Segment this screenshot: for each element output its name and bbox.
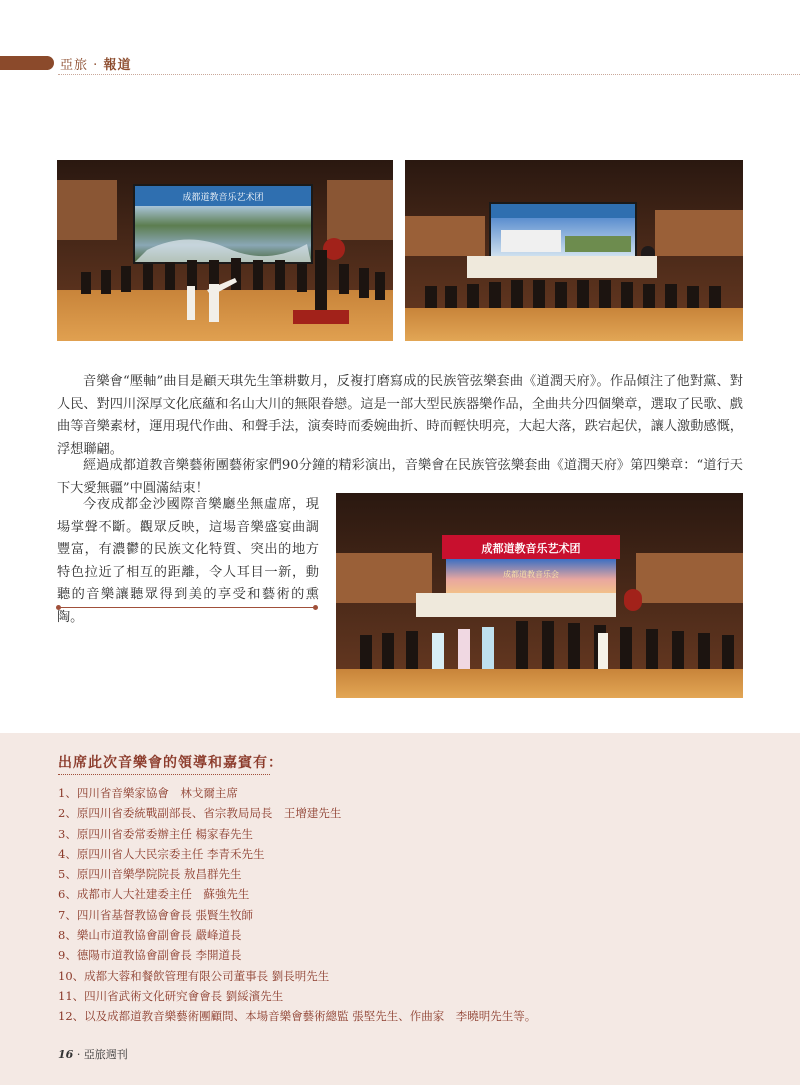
photo3-screen-text: 成都道教音乐会 bbox=[503, 570, 559, 579]
header-accent-cap bbox=[40, 56, 54, 70]
article-paragraph-2: 經過成都道教音樂藝術團藝術家們90分鐘的精彩演出，音樂會在民族管弦樂套曲《道潤天府》第四樂章：“道行天下大愛無疆”中圓滿結束！ bbox=[57, 458, 743, 496]
header-column: 報道 bbox=[103, 58, 132, 73]
guest-list bbox=[58, 783, 758, 1027]
header-section: 亞旅 bbox=[60, 58, 89, 73]
concert-photo-finale bbox=[336, 493, 743, 698]
guest-list-item: 1、四川省音樂家協會 林戈爾主席 bbox=[58, 786, 238, 800]
publication-name: 亞旅週刊 bbox=[83, 1048, 128, 1061]
guest-title-underline bbox=[58, 774, 270, 775]
page-number: 16 bbox=[58, 1048, 74, 1061]
photo1-screen-text: 成都道教音乐艺术团 bbox=[182, 193, 264, 203]
guest-list-item: 2、原四川省委統戰副部長、省宗教局局長 王增建先生 bbox=[58, 806, 342, 821]
header-section-label bbox=[60, 54, 131, 73]
section-divider bbox=[59, 607, 315, 608]
guest-list-title: 出席此次音樂會的領導和嘉賓有： bbox=[58, 755, 283, 771]
guest-list-item: 4、原四川省人大民宗委主任 李青禾先生 bbox=[58, 846, 265, 861]
article-paragraph-1: 音樂會“壓軸”曲目是顧天琪先生筆耕數月，反複打磨寫成的民族管弦樂套曲《道潤天府》。作品傾注了他對黨、對人民、對四川深厚文化底蘊和名山大川的無限眷戀。這是一部大型民族器樂作品，全曲共分四個樂章，選取了民歌、戲曲等音樂素材，運用現代作曲、和聲手法，演奏時而委婉曲折、時而輕快明亮，大起大落，跌宕起伏，讓人激動感慨，浮想聯翩。 bbox=[57, 374, 743, 457]
guest-list-item: 6、成都市人大社建委主任 蘇強先生 bbox=[58, 887, 250, 902]
guest-list-item: 8、樂山市道教協會副會長 嚴峰道長 bbox=[58, 928, 242, 943]
guest-list-item: 7、四川省基督教協會會長 張賢生牧師 bbox=[58, 907, 253, 922]
guest-list-item: 5、原四川音樂學院院長 敖昌群先生 bbox=[58, 867, 242, 882]
guest-list-item: 9、德陽市道教協會副會長 李開道長 bbox=[58, 948, 242, 963]
footer-separator: · bbox=[76, 1048, 81, 1061]
guest-list-item: 10、成都大蓉和餐飲管理有限公司董事長 劉長明先生 bbox=[58, 968, 330, 983]
photo3-banner-text: 成都道教音乐艺术团 bbox=[481, 542, 581, 555]
concert-photo-dancer bbox=[57, 160, 393, 341]
page-footer bbox=[58, 1046, 128, 1062]
article-paragraph-3: 今夜成都金沙國際音樂廳坐無虛席，現場掌聲不斷。觀眾反映，這場音樂盛宴曲調豐富，有濃鬱的民族文化特質、突出的地方特色拉近了相互的距離，令人耳目一新，動聽的音樂讓聽眾得到美的享受和藝術的熏陶。 bbox=[57, 497, 319, 625]
header-separator: · bbox=[93, 58, 99, 73]
concert-photo-choir bbox=[405, 160, 743, 341]
header-rule bbox=[58, 74, 800, 75]
guest-list-item: 3、原四川省委常委辦主任 楊家春先生 bbox=[58, 826, 253, 841]
guest-list-item: 12、以及成都道教音樂藝術團顧問、本場音樂會藝術總監 張堅先生、作曲家 李曉明先生等。 bbox=[58, 1009, 537, 1024]
guest-list-item: 11、四川省武術文化研究會會長 劉綏濱先生 bbox=[58, 988, 284, 1003]
